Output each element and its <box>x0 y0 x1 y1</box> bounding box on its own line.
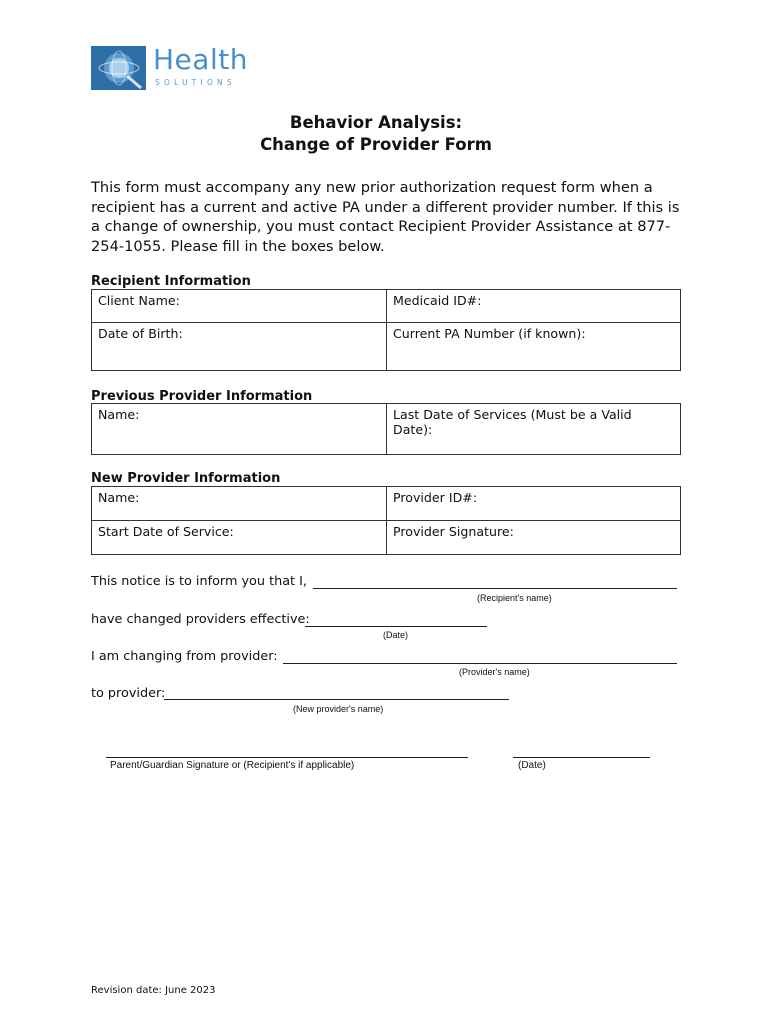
signature-date-caption: (Date) <box>518 760 546 771</box>
dob-field[interactable] <box>92 323 387 371</box>
recipient-heading: Recipient Information <box>91 274 251 289</box>
recipient-name-line[interactable] <box>313 588 677 589</box>
logo <box>91 43 248 92</box>
previous-provider-name-field[interactable] <box>92 404 387 455</box>
pa-number-label: Current PA Number (if known): <box>393 326 586 341</box>
last-date-label: Last Date of Services (Must be a Valid Date): <box>393 407 632 437</box>
new-provider-table <box>91 486 681 555</box>
guardian-signature-line[interactable] <box>106 757 468 758</box>
medicaid-id-field[interactable] <box>387 290 681 323</box>
provider-signature-field[interactable] <box>387 521 681 555</box>
previous-provider-table <box>91 403 681 455</box>
effective-date-line[interactable] <box>305 626 487 627</box>
previous-provider-name-label: Name: <box>98 407 140 422</box>
intro-paragraph: This form must accompany any new prior authorization request form when a recipient has a current and active PA under a different provider number. If this is a change of ownership, you must contact Recipient Provider Assistance at 877-254-1055. Please fill in the boxes below. <box>91 179 680 255</box>
notice-line2-text: have changed providers effective: <box>91 612 310 627</box>
provider-id-field[interactable] <box>387 487 681 521</box>
start-date-label: Start Date of Service: <box>98 524 234 539</box>
health-solutions-logo-icon <box>91 46 146 90</box>
revision-date: Revision date: June 2023 <box>91 985 216 996</box>
last-date-field[interactable] <box>387 404 681 455</box>
notice-line3-text: I am changing from provider: <box>91 649 278 664</box>
new-provider-line[interactable] <box>164 699 509 700</box>
provider-id-label: Provider ID#: <box>393 490 478 505</box>
pa-number-field[interactable] <box>387 323 681 371</box>
previous-provider-heading: Previous Provider Information <box>91 389 313 404</box>
new-provider-heading: New Provider Information <box>91 471 281 486</box>
new-provider-name-label: Name: <box>98 490 140 505</box>
previous-provider-caption: (Provider's name) <box>459 667 530 677</box>
logo-subtitle: SOLUTIONS <box>155 78 236 87</box>
start-date-field[interactable] <box>92 521 387 555</box>
provider-signature-label: Provider Signature: <box>393 524 514 539</box>
dob-label: Date of Birth: <box>98 326 183 341</box>
new-provider-caption: (New provider's name) <box>293 704 384 714</box>
medicaid-id-label: Medicaid ID#: <box>393 293 482 308</box>
guardian-signature-caption: Parent/Guardian Signature or (Recipient's if applicable) <box>110 760 355 771</box>
client-name-field[interactable] <box>92 290 387 323</box>
form-title-line2: Change of Provider Form <box>260 135 492 154</box>
recipient-table <box>91 289 681 371</box>
effective-date-caption: (Date) <box>383 630 409 640</box>
recipient-name-caption: (Recipient's name) <box>477 593 552 603</box>
signature-date-line[interactable] <box>513 757 650 758</box>
client-name-label: Client Name: <box>98 293 180 308</box>
logo-wordmark: Health <box>153 43 248 76</box>
notice-line4-text: to provider: <box>91 686 166 701</box>
notice-line1-text: This notice is to inform you that I, <box>91 574 307 589</box>
new-provider-name-field[interactable] <box>92 487 387 521</box>
form-title-line1: Behavior Analysis: <box>289 113 463 132</box>
previous-provider-line[interactable] <box>283 663 677 664</box>
